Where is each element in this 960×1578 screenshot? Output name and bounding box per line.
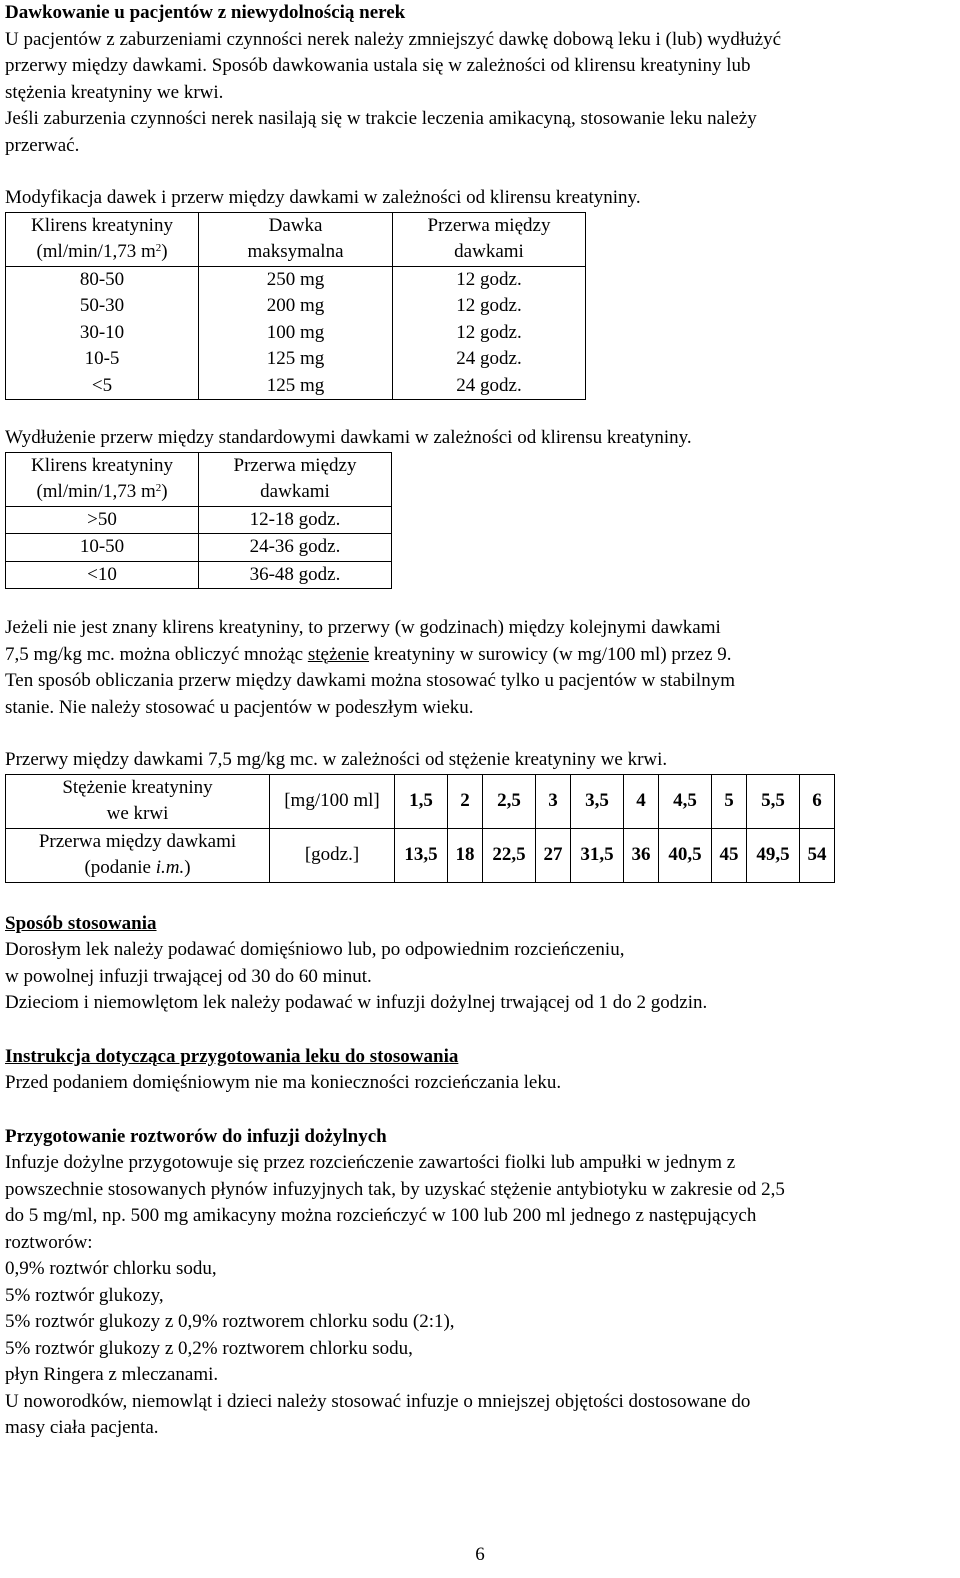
- interval-by-creatinine-table: [5, 774, 835, 883]
- paragraph-line: przerwać.: [5, 134, 80, 156]
- section-preparation-instructions: [5, 1044, 955, 1097]
- table-cell: 200 mg: [199, 293, 393, 320]
- table-cell: 36-48 godz.: [199, 561, 392, 589]
- paragraph-line: Jeśli zaburzenia czynności nerek nasilają się w trakcie leczenia amikacyną, stosowanie leku należy: [5, 108, 757, 129]
- paragraph-line: stężenia kreatyniny we krwi.: [5, 81, 224, 103]
- table-header-row: [6, 212, 586, 266]
- paragraph-line: U noworodków, niemowląt i dzieci należy stosować infuzje o mniejszej objętości dostosowane do: [5, 1390, 751, 1412]
- table-header: Klirens kreatyniny (ml/min/1,73 $m^2$): [6, 452, 199, 506]
- table-cell: <5: [6, 373, 199, 400]
- table-cell: 49,5: [747, 828, 800, 882]
- table-cell: 250 mg: [199, 266, 393, 293]
- table-header-row: [6, 452, 392, 506]
- table-row: [6, 506, 392, 534]
- section-heading: Sposób stosowania: [5, 912, 157, 934]
- paragraph-line: w powolnej infuzji trwającej od 30 do 60 minut.: [5, 965, 372, 987]
- paragraph-line: Jeżeli nie jest znany klirens kreatyniny, to przerwy (w godzinach) między kolejnymi dawkami: [5, 617, 721, 638]
- list-item: 5% roztwór glukozy z 0,9% roztworem chlorku sodu (2:1),: [5, 1311, 455, 1332]
- table3-caption: Przerwy między dawkami 7,5 mg/kg mc. w zależności od stężenie kreatyniny we krwi.: [5, 749, 668, 770]
- paragraph-line: Dorosłym lek należy podawać domięśniowo lub, po odpowiednim rozcieńczeniu,: [5, 939, 625, 960]
- row-unit: [godz.]: [270, 828, 395, 882]
- paragraph-line: Dzieciom i niemowlętom lek należy podawać w infuzji dożylnej trwającej od 1 do 2 godzin.: [5, 992, 708, 1013]
- paragraph-line: 7,5 mg/kg mc. można obliczyć mnożąc stężenie kreatyniny w surowicy (w mg/100 ml) przez 9.: [5, 643, 732, 665]
- table-cell: 3: [536, 774, 571, 828]
- table-cell: 5,5: [747, 774, 800, 828]
- table-cell: 54: [800, 828, 835, 882]
- table-row: [6, 266, 586, 293]
- table-row: [6, 320, 586, 347]
- table-cell: 40,5: [659, 828, 712, 882]
- paragraph-line: do 5 mg/ml, np. 500 mg amikacyny można rozcieńczyć w 100 lub 200 ml jednego z następujących: [5, 1205, 757, 1226]
- table-cell: 18: [448, 828, 483, 882]
- table-cell: 10-50: [6, 534, 199, 562]
- list-item: płyn Ringera z mleczanami.: [5, 1364, 219, 1385]
- table-cell: 10-5: [6, 346, 199, 373]
- table-cell: 4,5: [659, 774, 712, 828]
- table-row: [6, 828, 835, 882]
- interval-extension-table: [5, 452, 392, 590]
- table-header: Przerwa między dawkami: [393, 212, 586, 266]
- table-cell: 12-18 godz.: [199, 506, 392, 534]
- list-item: 5% roztwór glukozy,: [5, 1284, 164, 1306]
- page-number: 6: [475, 1544, 485, 1565]
- table-cell: 13,5: [395, 828, 448, 882]
- table-cell: 45: [712, 828, 747, 882]
- table-header: Klirens kreatyniny (ml/min/1,73 $m^2$): [6, 212, 199, 266]
- list-item: 0,9% roztwór chlorku sodu,: [5, 1258, 217, 1279]
- table-cell: 27: [536, 828, 571, 882]
- table-cell: 24 godz.: [393, 346, 586, 373]
- table-row: [6, 561, 392, 589]
- table-cell: 24-36 godz.: [199, 534, 392, 562]
- table-header: Dawka maksymalna: [199, 212, 393, 266]
- table-cell: 50-30: [6, 293, 199, 320]
- table-row: [6, 373, 586, 400]
- section-infusion-preparation: [5, 1124, 955, 1442]
- table1-caption: Modyfikacja dawek i przerw między dawkami w zależności od klirensu kreatyniny.: [5, 187, 641, 208]
- table-cell: 12 godz.: [393, 266, 586, 293]
- section-title: Dawkowanie u pacjentów z niewydolnością nerek: [5, 2, 406, 23]
- table-cell: 6: [800, 774, 835, 828]
- paragraph-line: przerwy między dawkami. Sposób dawkowania ustala się w zależności od klirensu kreatyniny lub: [5, 55, 751, 76]
- row-unit: [mg/100 ml]: [270, 774, 395, 828]
- table-row: [6, 774, 835, 828]
- paragraph-line: Przed podaniem domięśniowym nie ma konieczności rozcieńczania leku.: [5, 1072, 562, 1093]
- table-cell: 1,5: [395, 774, 448, 828]
- table-cell: <10: [6, 561, 199, 589]
- table-cell: 12 godz.: [393, 293, 586, 320]
- table-cell: 36: [624, 828, 659, 882]
- table-row: [6, 534, 392, 562]
- paragraph-line: roztworów:: [5, 1231, 93, 1253]
- table-cell: 30-10: [6, 320, 199, 347]
- table-cell: 31,5: [571, 828, 624, 882]
- paragraph-line: U pacjentów z zaburzeniami czynności nerek należy zmniejszyć dawkę dobową leku i (lub) wydłużyć: [5, 28, 782, 50]
- section-administration: [5, 911, 955, 1017]
- row-label: Przerwa między dawkami (podanie i.m.): [6, 828, 270, 882]
- table-cell: 80-50: [6, 266, 199, 293]
- table-cell: 125 mg: [199, 346, 393, 373]
- table-cell: 5: [712, 774, 747, 828]
- table-cell: 3,5: [571, 774, 624, 828]
- section-renal-dosing: [5, 0, 955, 159]
- document-page: [5, 0, 955, 1442]
- table2-caption: Wydłużenie przerw między standardowymi dawkami w zależności od klirensu kreatyniny.: [5, 427, 692, 448]
- table-cell: 100 mg: [199, 320, 393, 347]
- table-cell: >50: [6, 506, 199, 534]
- table-cell: 4: [624, 774, 659, 828]
- paragraph-line: Ten sposób obliczania przerw między dawkami można stosować tylko u pacjentów w stabilnym: [5, 670, 735, 691]
- dose-modification-table: [5, 212, 586, 401]
- list-item: 5% roztwór glukozy z 0,2% roztworem chlorku sodu,: [5, 1337, 413, 1359]
- paragraph-line: powszechnie stosowanych płynów infuzyjnych tak, by uzyskać stężenie antybiotyku w zakresie od 2,5: [5, 1178, 785, 1200]
- table-cell: 125 mg: [199, 373, 393, 400]
- paragraph-line: Infuzje dożylne przygotowuje się przez rozcieńczenie zawartości fiolki lub ampułki w jednym z: [5, 1152, 736, 1173]
- table-cell: 12 godz.: [393, 320, 586, 347]
- section-heading: Przygotowanie roztworów do infuzji dożylnych: [5, 1125, 387, 1147]
- section-heading: Instrukcja dotycząca przygotowania leku do stosowania: [5, 1045, 459, 1067]
- section-unknown-clearance: [5, 615, 955, 721]
- paragraph-line: stanie. Nie należy stosować u pacjentów w podeszłym wieku.: [5, 696, 474, 718]
- table-row: [6, 293, 586, 320]
- paragraph-line: masy ciała pacjenta.: [5, 1417, 159, 1438]
- table-cell: 24 godz.: [393, 373, 586, 400]
- table-row: [6, 346, 586, 373]
- table-cell: 2,5: [483, 774, 536, 828]
- table-cell: 22,5: [483, 828, 536, 882]
- table-header: Przerwa między dawkami: [199, 452, 392, 506]
- row-label: Stężenie kreatyniny we krwi: [6, 774, 270, 828]
- table-cell: 2: [448, 774, 483, 828]
